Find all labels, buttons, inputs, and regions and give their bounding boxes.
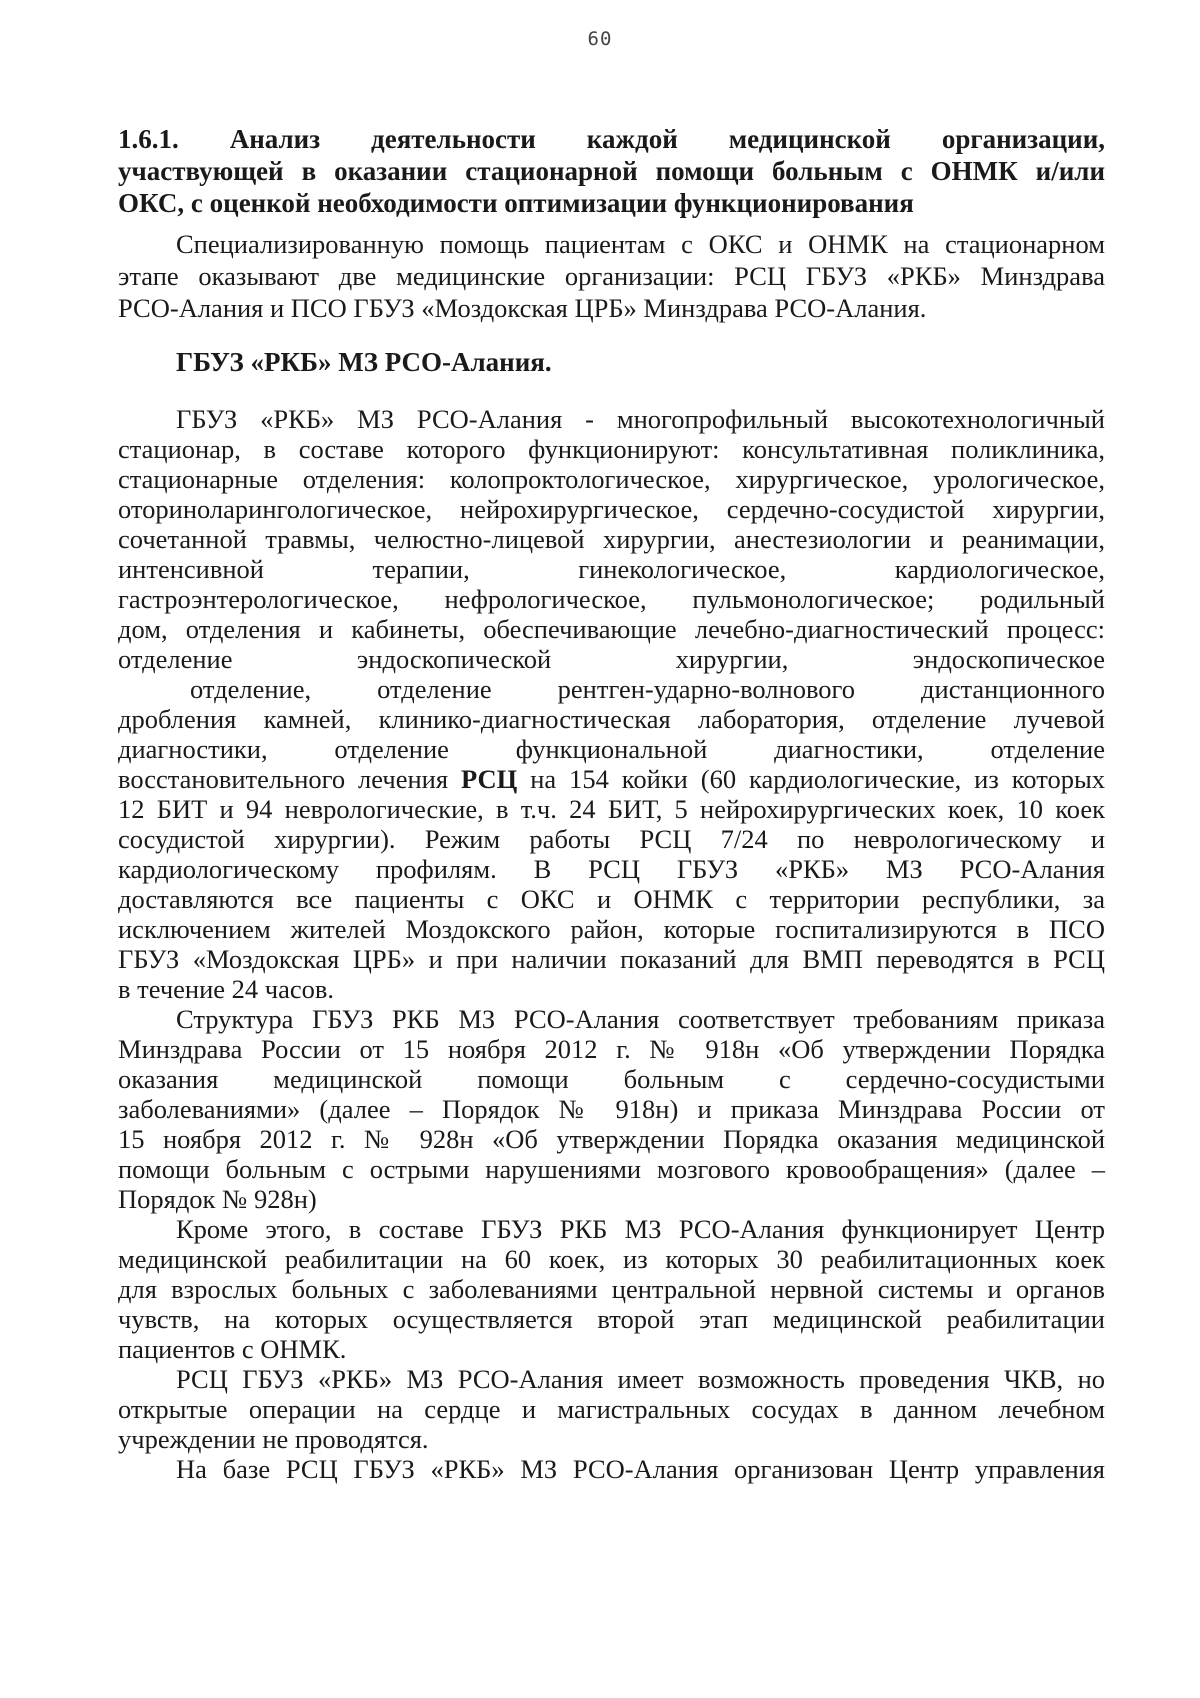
page-number: 60 bbox=[587, 28, 613, 50]
heading-line: ОКС, с оценкой необходимости оптимизации функционирования bbox=[118, 188, 914, 218]
text-line: Кроме этого, в составе ГБУЗ РКБ МЗ РСО-Алания функционирует Центр bbox=[176, 1214, 1105, 1244]
text-line: доставляются все пациенты с ОКС и ОНМК с территории республики, за bbox=[118, 884, 1105, 914]
text-line: дробления камней, клинико-диагностическая лаборатория, отделение лучевой bbox=[118, 704, 1105, 734]
text-line: медицинской реабилитации на 60 коек, из которых 30 реабилитационных коек bbox=[118, 1244, 1105, 1274]
text-fragment: восстановительного лечения bbox=[118, 764, 449, 794]
text-line: отделение, отделение рентген-ударно-волнового дистанционного bbox=[190, 674, 1105, 704]
organization-heading: ГБУЗ «РКБ» МЗ РСО-Алания. bbox=[176, 347, 552, 377]
text-line: чувств, на которых осуществляется второй этап медицинской реабилитации bbox=[118, 1304, 1105, 1334]
text-line: Специализированную помощь пациентам с ОКС и ОНМК на стационарном bbox=[176, 229, 1105, 259]
text-line: оториноларингологическое, нейрохирургическое, сердечно-сосудистой хирургии, bbox=[118, 494, 1105, 524]
text-line: гастроэнтерологическое, нефрологическое, пульмонологическое; родильный bbox=[118, 584, 1105, 614]
text-line: дом, отделения и кабинеты, обеспечивающие лечебно-диагностический процесс: bbox=[118, 614, 1105, 644]
text-line: интенсивной терапии, гинекологическое, кардиологическое, bbox=[118, 554, 1105, 584]
text-line: в течение 24 часов. bbox=[118, 974, 335, 1004]
text-line: сочетанной травмы, челюстно-лицевой хирургии, анестезиологии и реанимации, bbox=[118, 524, 1105, 554]
text-line: исключением жителей Моздокского район, которые госпитализируются в ПСО bbox=[118, 914, 1105, 944]
text-line: РСО-Алания и ПСО ГБУЗ «Моздокская ЦРБ» Минздрава РСО-Алания. bbox=[118, 293, 927, 323]
text-line: ГБУЗ «РКБ» МЗ РСО-Алания - многопрофильный высокотехнологичный bbox=[176, 404, 1105, 434]
text-line: этапе оказывают две медицинские организации: РСЦ ГБУЗ «РКБ» Минздрава bbox=[118, 261, 1105, 291]
text-line: диагностики, отделение функциональной диагностики, отделение bbox=[118, 734, 1105, 764]
text-line bbox=[118, 764, 1105, 794]
text-line: 12 БИТ и 94 неврологические, в т.ч. 24 БИТ, 5 нейрохирургических коек, 10 коек bbox=[118, 794, 1105, 824]
text-line: отделение эндоскопической хирургии, эндоскопическое bbox=[118, 644, 1105, 674]
text-line: для взрослых больных с заболеваниями центральной нервной системы и органов bbox=[118, 1274, 1105, 1304]
text-line: 15 ноября 2012 г. № 928н «Об утверждении Порядка оказания медицинской bbox=[118, 1124, 1105, 1154]
text-line: стационар, в составе которого функционируют: консультативная поликлиника, bbox=[118, 434, 1105, 464]
heading-line: участвующей в оказании стационарной помощи больным с ОНМК и/или bbox=[118, 156, 1105, 186]
text-line: Порядок № 928н) bbox=[118, 1184, 317, 1214]
body-text bbox=[118, 404, 1105, 1484]
text-line: ГБУЗ «Моздокская ЦРБ» и при наличии показаний для ВМП переводятся в РСЦ bbox=[118, 944, 1105, 974]
heading-line: 1.6.1. Анализ деятельности каждой медицинской организации, bbox=[118, 124, 1105, 154]
text-line: РСЦ ГБУЗ «РКБ» МЗ РСО-Алания имеет возможность проведения ЧКВ, но bbox=[176, 1364, 1105, 1394]
intro-paragraph bbox=[118, 228, 1105, 324]
text-line: учреждении не проводятся. bbox=[118, 1424, 429, 1454]
text-line: заболеваниями» (далее – Порядок № 918н) и приказа Минздрава России от bbox=[118, 1094, 1105, 1124]
text-line: Структура ГБУЗ РКБ МЗ РСО-Алания соответствует требованиям приказа bbox=[176, 1004, 1105, 1034]
text-line: помощи больным с острыми нарушениями мозгового кровообращения» (далее – bbox=[118, 1154, 1105, 1184]
text-line: Минздрава России от 15 ноября 2012 г. № 918н «Об утверждении Порядка bbox=[118, 1034, 1105, 1064]
text-line: оказания медицинской помощи больным с сердечно-сосудистыми bbox=[118, 1064, 1105, 1094]
section-heading bbox=[118, 123, 1105, 219]
text-line: пациентов с ОНМК. bbox=[118, 1334, 347, 1364]
text-line: сосудистой хирургии). Режим работы РСЦ 7/24 по неврологическому и bbox=[118, 824, 1105, 854]
text-fragment: на 154 койки (60 кардиологические, из которых bbox=[530, 764, 1105, 794]
rsc-bold-term: РСЦ bbox=[460, 764, 518, 794]
text-line: кардиологическому профилям. В РСЦ ГБУЗ «РКБ» МЗ РСО-Алания bbox=[118, 854, 1105, 884]
text-line: На базе РСЦ ГБУЗ «РКБ» МЗ РСО-Алания организован Центр управления bbox=[176, 1454, 1105, 1484]
text-line: стационарные отделения: колопроктологическое, хирургическое, урологическое, bbox=[118, 464, 1105, 494]
text-line: открытые операции на сердце и магистральных сосудах в данном лечебном bbox=[118, 1394, 1105, 1424]
